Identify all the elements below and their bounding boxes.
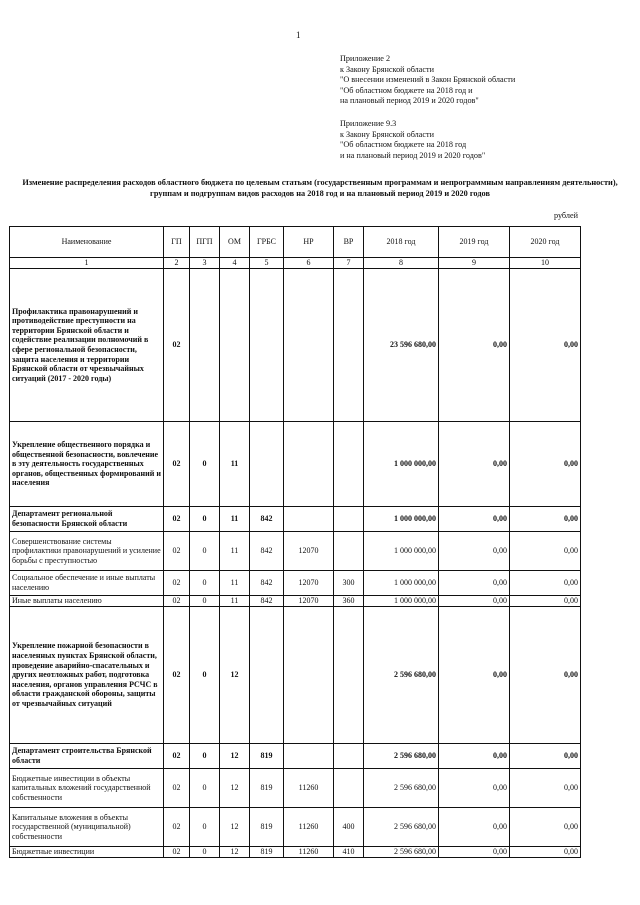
- table-row: [10, 769, 581, 808]
- row-om: 12: [220, 607, 250, 744]
- row-nr: 12070: [284, 571, 334, 596]
- column-header: ГП: [164, 227, 190, 258]
- row-grbs: 819: [250, 744, 284, 769]
- row-amount-2020: 0,00: [510, 422, 581, 507]
- row-name: Иные выплаты населению: [10, 596, 164, 607]
- row-om: 11: [220, 422, 250, 507]
- row-pgp: [190, 269, 220, 422]
- row-amount-2020: 0,00: [510, 769, 581, 808]
- row-om: 11: [220, 571, 250, 596]
- row-amount-2019: 0,00: [439, 596, 510, 607]
- column-index: 2: [164, 258, 190, 269]
- row-name: Департамент региональной безопасности Брянской области: [10, 507, 164, 532]
- row-amount-2019: 0,00: [439, 744, 510, 769]
- row-om: 11: [220, 532, 250, 571]
- appendix-sub-line: Приложение 9.3: [340, 119, 397, 128]
- row-nr: 11260: [284, 808, 334, 847]
- row-nr: 11260: [284, 847, 334, 858]
- column-index: 9: [439, 258, 510, 269]
- row-amount-2019: 0,00: [439, 808, 510, 847]
- column-index: 3: [190, 258, 220, 269]
- row-amount-2020: 0,00: [510, 808, 581, 847]
- currency-unit: рублей: [553, 211, 578, 220]
- appendix-main-line: "Об областном бюджете на 2018 год и: [340, 85, 473, 95]
- row-pgp: 0: [190, 422, 220, 507]
- row-name: Капитальные вложения в объекты государственной (муниципальной) собственности: [10, 808, 164, 847]
- table-row: [10, 269, 581, 422]
- row-amount-2020: 0,00: [510, 532, 581, 571]
- row-name: Укрепление общественного порядка и общественной безопасности, вовлечение в эту деятельность государственных органов, общественных формирований и населения: [10, 422, 164, 507]
- row-gp: 02: [164, 532, 190, 571]
- row-gp: 02: [164, 808, 190, 847]
- page-mark: 1: [296, 30, 301, 40]
- column-header: ПГП: [190, 227, 220, 258]
- row-amount-2020: 0,00: [510, 507, 581, 532]
- appendix-main-line: к Закону Брянской области: [340, 64, 434, 74]
- table-row: [10, 744, 581, 769]
- row-vr: [334, 507, 364, 532]
- row-amount-2019: 0,00: [439, 847, 510, 858]
- row-gp: 02: [164, 422, 190, 507]
- row-grbs: 842: [250, 596, 284, 607]
- table-row: [10, 808, 581, 847]
- row-vr: 360: [334, 596, 364, 607]
- row-vr: [334, 269, 364, 422]
- row-vr: [334, 744, 364, 769]
- row-name: Бюджетные инвестиции в объекты капитальных вложений государственной собственности: [10, 769, 164, 808]
- row-grbs: 842: [250, 571, 284, 596]
- column-header: 2018 год: [364, 227, 439, 258]
- row-vr: 410: [334, 847, 364, 858]
- row-gp: 02: [164, 571, 190, 596]
- row-grbs: 819: [250, 769, 284, 808]
- row-nr: 11260: [284, 769, 334, 808]
- table-header-row: [10, 227, 581, 258]
- column-index: 8: [364, 258, 439, 269]
- row-vr: [334, 769, 364, 808]
- table-row: [10, 607, 581, 744]
- row-vr: 400: [334, 808, 364, 847]
- row-gp: 02: [164, 744, 190, 769]
- row-pgp: 0: [190, 571, 220, 596]
- row-amount-2018: 2 596 680,00: [364, 847, 439, 858]
- row-amount-2020: 0,00: [510, 744, 581, 769]
- row-vr: [334, 532, 364, 571]
- row-gp: 02: [164, 847, 190, 858]
- row-nr: 12070: [284, 532, 334, 571]
- row-pgp: 0: [190, 607, 220, 744]
- row-amount-2018: 1 000 000,00: [364, 596, 439, 607]
- row-nr: [284, 607, 334, 744]
- column-index: 1: [10, 258, 164, 269]
- row-amount-2018: 23 596 680,00: [364, 269, 439, 422]
- row-pgp: 0: [190, 596, 220, 607]
- row-name: Бюджетные инвестиции: [10, 847, 164, 858]
- row-amount-2020: 0,00: [510, 571, 581, 596]
- row-nr: 12070: [284, 596, 334, 607]
- row-amount-2019: 0,00: [439, 269, 510, 422]
- row-amount-2019: 0,00: [439, 571, 510, 596]
- row-name: Укрепление пожарной безопасности в населенных пунктах Брянской области, проведение аварийно-спасательных и других неотложных работ, подготовка населения, органов управления РСЧС в области гражданской обороны, защиты от чрезвычайных ситуаций: [10, 607, 164, 744]
- appendix-main: [340, 54, 515, 107]
- row-om: 11: [220, 596, 250, 607]
- row-name: Профилактика правонарушений и противодействие преступности на территории Брянской области и содействие реализации полномочий в сфере региональной безопасности, защита населения и территории Брянской области от чрезвычайных ситуаций (2017 - 2020 годы): [10, 269, 164, 422]
- row-name: Департамент строительства Брянской области: [10, 744, 164, 769]
- row-amount-2018: 1 000 000,00: [364, 532, 439, 571]
- row-nr: [284, 422, 334, 507]
- row-grbs: [250, 422, 284, 507]
- row-pgp: 0: [190, 769, 220, 808]
- document-title: Изменение распределения расходов областного бюджета по целевым статьям (государственным программам и непрограммным направлениям деятельности), группам и подгруппам видов расходов на 2018 год и на плановый период 2019 и 2020 годов: [22, 178, 618, 198]
- appendix-main-line: на плановый период 2019 и 2020 годов": [340, 96, 479, 106]
- appendix-sub: [340, 119, 485, 161]
- table-row: [10, 847, 581, 858]
- row-pgp: 0: [190, 808, 220, 847]
- row-om: [220, 269, 250, 422]
- table-row: [10, 507, 581, 532]
- column-index-row: [10, 258, 581, 269]
- row-om: 12: [220, 769, 250, 808]
- row-om: 11: [220, 507, 250, 532]
- row-amount-2018: 1 000 000,00: [364, 507, 439, 532]
- row-amount-2018: 2 596 680,00: [364, 744, 439, 769]
- row-vr: [334, 422, 364, 507]
- column-header: НР: [284, 227, 334, 258]
- row-amount-2018: 2 596 680,00: [364, 607, 439, 744]
- budget-table: [9, 226, 581, 858]
- row-name: Социальное обеспечение и иные выплаты населению: [10, 571, 164, 596]
- row-amount-2019: 0,00: [439, 507, 510, 532]
- row-grbs: [250, 269, 284, 422]
- row-gp: 02: [164, 607, 190, 744]
- row-pgp: 0: [190, 744, 220, 769]
- table-row: [10, 422, 581, 507]
- column-header: ОМ: [220, 227, 250, 258]
- row-gp: 02: [164, 507, 190, 532]
- row-amount-2018: 1 000 000,00: [364, 571, 439, 596]
- appendix-sub-line: к Закону Брянской области: [340, 129, 434, 139]
- row-amount-2019: 0,00: [439, 422, 510, 507]
- table-row: [10, 532, 581, 571]
- row-amount-2018: 1 000 000,00: [364, 422, 439, 507]
- row-gp: 02: [164, 596, 190, 607]
- column-header: 2020 год: [510, 227, 581, 258]
- row-gp: 02: [164, 269, 190, 422]
- row-amount-2019: 0,00: [439, 532, 510, 571]
- row-pgp: 0: [190, 532, 220, 571]
- column-index: 10: [510, 258, 581, 269]
- column-index: 4: [220, 258, 250, 269]
- appendix-sub-line: "Об областном бюджете на 2018 год: [340, 140, 467, 150]
- row-nr: [284, 744, 334, 769]
- row-vr: 300: [334, 571, 364, 596]
- column-index: 6: [284, 258, 334, 269]
- row-amount-2020: 0,00: [510, 269, 581, 422]
- row-gp: 02: [164, 769, 190, 808]
- column-header: ВР: [334, 227, 364, 258]
- row-nr: [284, 507, 334, 532]
- appendix-main-line: "О внесении изменений в Закон Брянской области: [340, 75, 516, 85]
- column-header: ГРБС: [250, 227, 284, 258]
- row-vr: [334, 607, 364, 744]
- row-amount-2019: 0,00: [439, 769, 510, 808]
- row-pgp: 0: [190, 507, 220, 532]
- row-grbs: 819: [250, 808, 284, 847]
- row-amount-2018: 2 596 680,00: [364, 769, 439, 808]
- row-grbs: 819: [250, 847, 284, 858]
- appendix-sub-line: и на плановый период 2019 и 2020 годов": [340, 150, 486, 160]
- row-name: Совершенствование системы профилактики правонарушений и усиление борьбы с преступностью: [10, 532, 164, 571]
- column-index: 5: [250, 258, 284, 269]
- table-row: [10, 596, 581, 607]
- row-om: 12: [220, 744, 250, 769]
- column-header: 2019 год: [439, 227, 510, 258]
- row-amount-2020: 0,00: [510, 607, 581, 744]
- row-grbs: [250, 607, 284, 744]
- row-pgp: 0: [190, 847, 220, 858]
- row-amount-2020: 0,00: [510, 596, 581, 607]
- row-om: 12: [220, 847, 250, 858]
- column-header: Наименование: [10, 227, 164, 258]
- row-om: 12: [220, 808, 250, 847]
- row-grbs: 842: [250, 507, 284, 532]
- row-nr: [284, 269, 334, 422]
- row-amount-2019: 0,00: [439, 607, 510, 744]
- table-row: [10, 571, 581, 596]
- row-amount-2020: 0,00: [510, 847, 581, 858]
- appendix-main-line: Приложение 2: [340, 54, 391, 63]
- column-index: 7: [334, 258, 364, 269]
- row-grbs: 842: [250, 532, 284, 571]
- row-amount-2018: 2 596 680,00: [364, 808, 439, 847]
